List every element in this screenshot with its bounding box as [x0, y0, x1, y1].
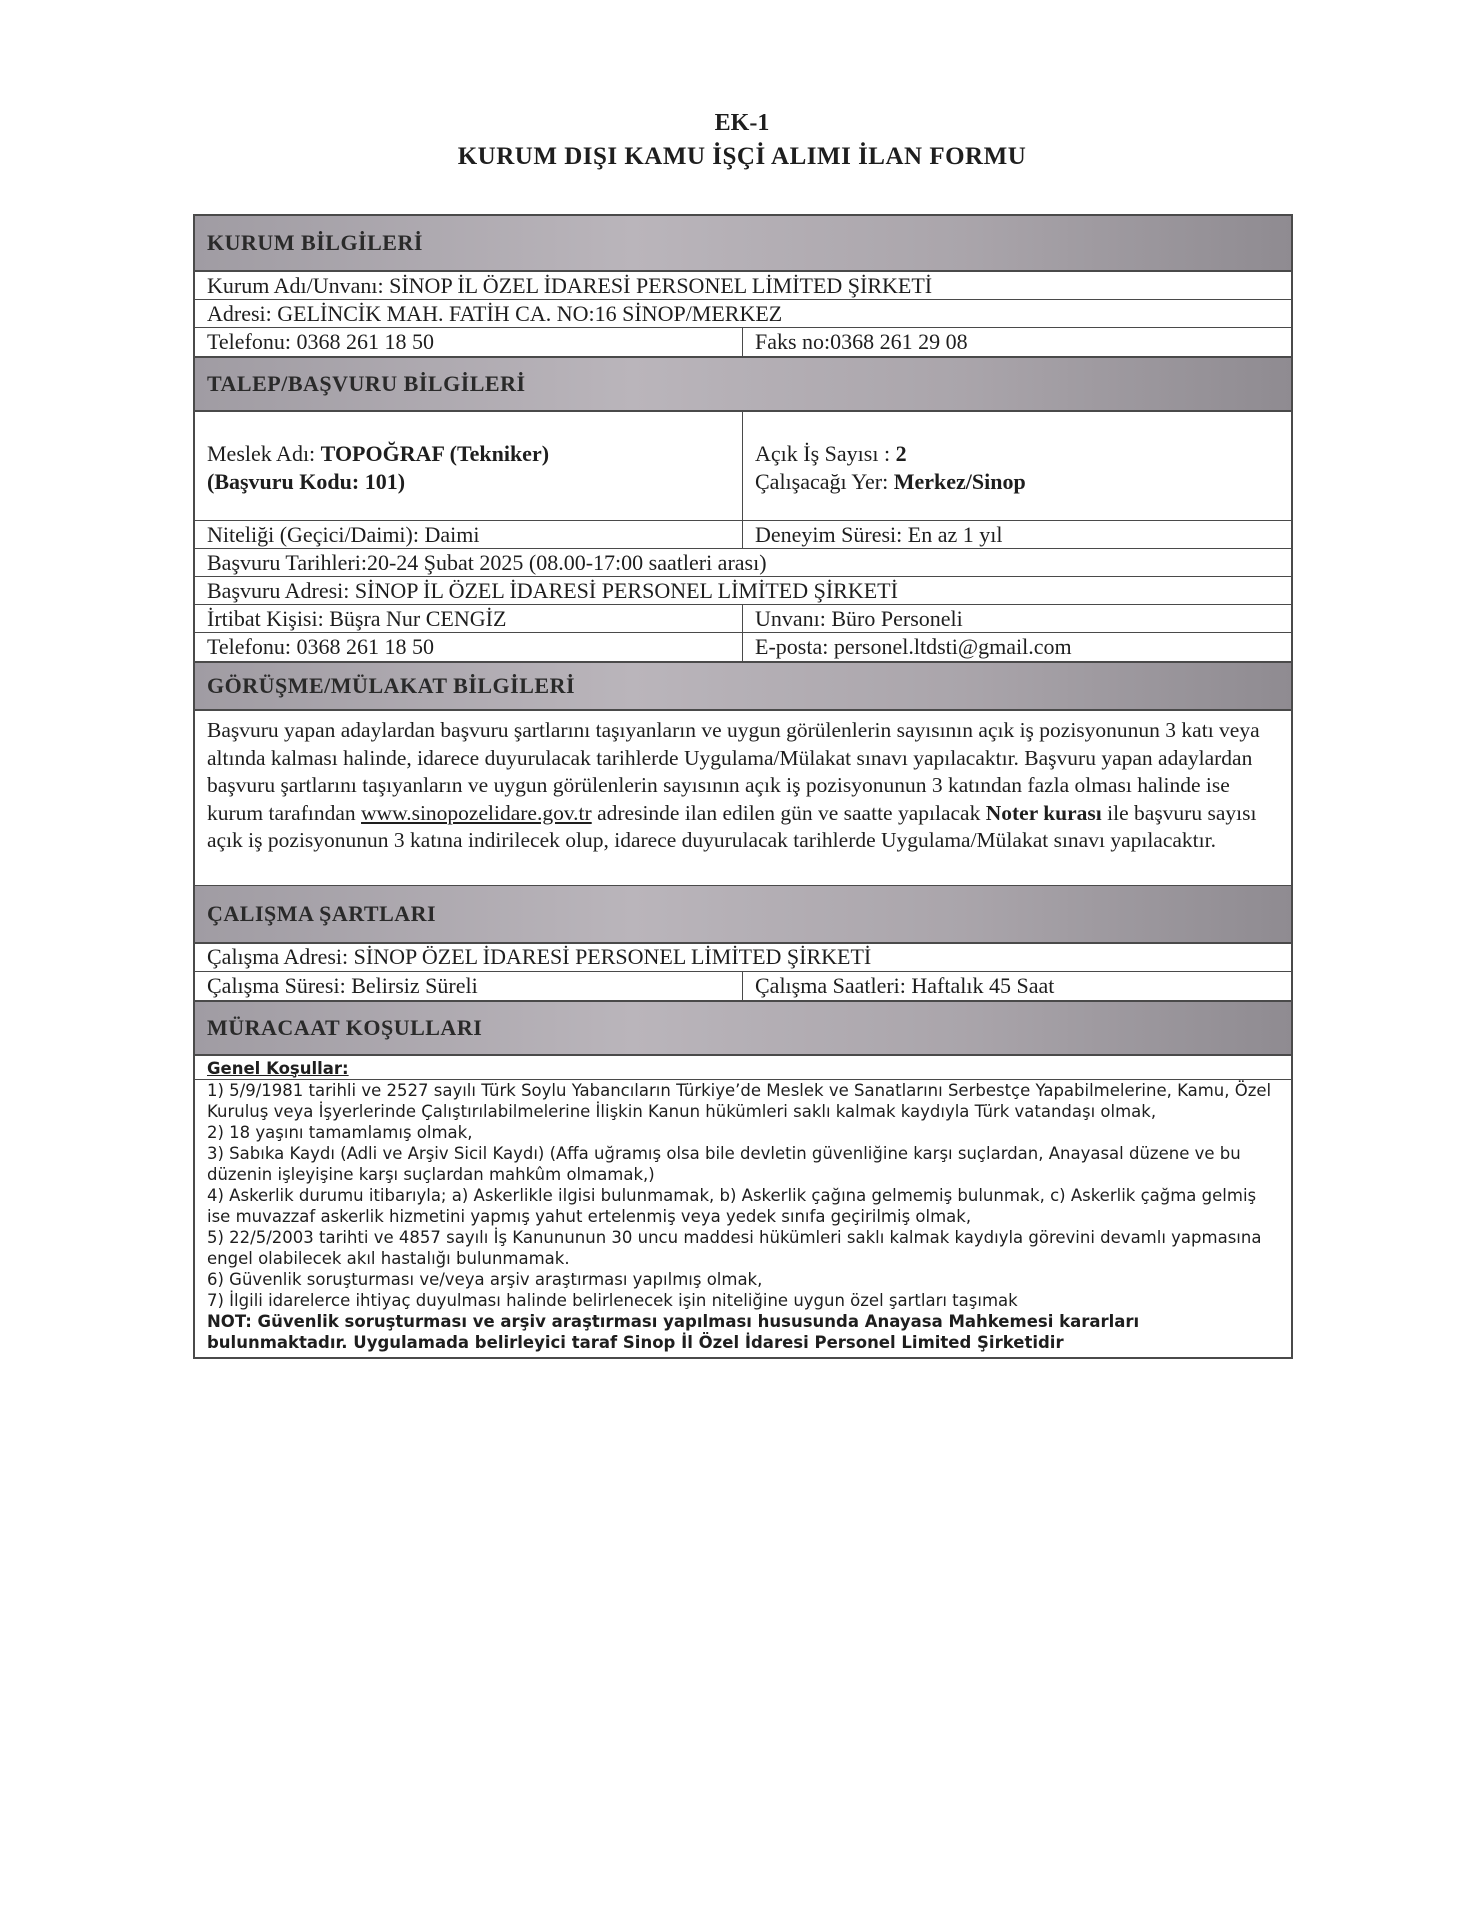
calisma-adresi: Çalışma Adresi: SİNOP ÖZEL İDARESİ PERSONEL LİMİTED ŞİRKETİ [207, 944, 872, 969]
basvuru-tarihleri: Başvuru Tarihleri:20-24 Şubat 2025 (08.00-17:00 saatleri arası) [207, 549, 767, 575]
noter-kurasi: Noter kurası [985, 800, 1102, 825]
irtibat-unvani: Unvanı: Büro Personeli [755, 605, 963, 631]
calisma-saatleri: Çalışma Saatleri: Haftalık 45 Saat [755, 972, 1055, 998]
meslek-value: TOPOĞRAF (Tekniker) [320, 441, 550, 466]
basvuru-adres-row [195, 577, 1291, 605]
gorusme-text-1: Başvuru yapan adaylardan başvuru şartlarını taşıyanların ve uygun görülenlerin sayısının açık iş pozisyonunun 3 katı veya altında kalması halinde, idarece duyurulacak tarihlerde Uygulama/Mülakat sınavı yapılacaktır. Başvuru yapan adaylardan başvuru şartlarını taşıyanların ve uygun görülenlerin sayısının açık iş pozisyonunun 3 katından fazla olması halinde ise kurum tarafından [207, 718, 1260, 825]
basvuru-adresi: Başvuru Adresi: SİNOP İL ÖZEL İDARESİ PERSONEL LİMİTED ŞİRKETİ [207, 577, 898, 603]
irtibat-row [195, 605, 1291, 633]
kurum-name-row [195, 272, 1291, 300]
document-header [0, 106, 1484, 174]
document-title: KURUM DIŞI KAMU İŞÇİ ALIMI İLAN FORMU [457, 143, 1027, 170]
calisacagi-value: Merkez/Sinop [893, 469, 1026, 494]
talep-eposta: E-posta: personel.ltdsti@gmail.com [755, 634, 1072, 659]
section-kurum-header: KURUM BİLGİLERİ [195, 216, 1291, 272]
condition-item: 3) Sabıka Kaydı (Adli ve Arşiv Sicil Kaydı) (Affa uğramış olsa bile devletin güvenliğine karşı suçlardan, Anayasal düzene ve bu düzenin işleyişine karşı suçlardan mahkûm olmamak,) [207, 1143, 1241, 1184]
gorusme-text-3: ile başvuru sayısı açık iş pozisyonunun 3 katına indirilecek olup, idarece duyurulacak tarihlerde Uygulama/Mülakat sınavı yapılacaktır. [207, 800, 1257, 852]
gorusme-text-2: adresinde ilan edilen gün ve saatte yapılacak [591, 800, 986, 825]
kurum-fax: Faks no:0368 261 29 08 [755, 329, 968, 354]
kurum-contact-row [195, 328, 1291, 356]
condition-note: NOT: Güvenlik soruşturması ve arşiv araştırması yapılması hususunda Anayasa Mahkemesi kararları bulunmaktadır. Uygulamada belirleyici taraf Sinop İl Özel İdaresi Personel Limited Şirketidir [207, 1311, 1140, 1352]
kurum-phone: Telefonu: 0368 261 18 50 [195, 328, 743, 356]
acik-is-value: 2 [895, 441, 907, 466]
condition-item: 1) 5/9/1981 tarihli ve 2527 sayılı Türk Soylu Yabancıların Türkiye’de Meslek ve Sanatlarını Serbestçe Yapabilmelerine, Kamu, Özel Kuruluş veya İşyerlerinde Çalıştırılabilmelerine İlişkin Kanun hükümleri saklı kalmak kaydıyla Türk vatandaşı olmak, [207, 1080, 1272, 1121]
calisma-adres-row [195, 944, 1291, 972]
announcement-form [193, 214, 1293, 1359]
conditions-block [195, 1056, 1291, 1357]
section-talep-header: TALEP/BAŞVURU BİLGİLERİ [195, 356, 1291, 412]
calisacagi-label: Çalışacağı Yer: [755, 469, 894, 494]
condition-item: 4) Askerlik durumu itibarıyla; a) Askerlikle ilgisi bulunmamak, b) Askerlik çağına gelmemiş bulunmak, c) Askerlik çağma gelmiş ise muvazzaf askerlik hizmetini yapmış yahut ertelenmiş veya yedek sınıfa geçirilmiş olmak, [207, 1185, 1257, 1226]
genel-kosullar-heading: Genel Koşullar: [195, 1058, 1291, 1080]
niteligi: Niteliği (Geçici/Daimi): Daimi [195, 521, 743, 548]
job-title-cell [195, 412, 743, 520]
document-code: EK-1 [714, 110, 770, 136]
section-calisma-header: ÇALIŞMA ŞARTLARI [195, 886, 1291, 944]
tarihler-row [195, 549, 1291, 577]
nitelik-row [195, 521, 1291, 549]
kurum-address-row [195, 300, 1291, 328]
job-count-cell [743, 412, 1291, 520]
job-info-row [195, 412, 1291, 521]
section-gorusme-header: GÖRÜŞME/MÜLAKAT BİLGİLERİ [195, 661, 1291, 711]
talep-contact-row [195, 633, 1291, 661]
kurum-address: Adresi: GELİNCİK MAH. FATİH CA. NO:16 SİNOP/MERKEZ [207, 300, 783, 326]
irtibat-kisisi: İrtibat Kişisi: Büşra Nur CENGİZ [195, 605, 743, 632]
condition-item: 7) İlgili idarelerce ihtiyaç duyulması halinde belirlenecek işin niteliğine uygun özel şartları taşımak [207, 1290, 1018, 1310]
condition-item: 6) Güvenlik soruşturması ve/veya arşiv araştırması yapılmış olmak, [207, 1269, 763, 1289]
gorusme-paragraph [195, 711, 1291, 886]
condition-item: 5) 22/5/2003 tarihti ve 4857 sayılı İş Kanununun 30 uncu maddesi hükümleri saklı kalmak kaydıyla görevini devamlı yapmasına engel olabilecek akıl hastalığı bulunmamak. [207, 1227, 1262, 1268]
acik-is-label: Açık İş Sayısı : [755, 441, 896, 466]
section-muracaat-header: MÜRACAAT KOŞULLARI [195, 1000, 1291, 1056]
meslek-label: Meslek Adı: [207, 441, 321, 466]
deneyim: Deneyim Süresi: En az 1 yıl [755, 521, 1003, 547]
talep-telefon: Telefonu: 0368 261 18 50 [195, 633, 743, 661]
condition-item: 2) 18 yaşını tamamlamış olmak, [207, 1122, 473, 1142]
calisma-detail-row [195, 972, 1291, 1000]
website-link[interactable]: www.sinopozelidare.gov.tr [361, 800, 592, 825]
kurum-name: Kurum Adı/Unvanı: SİNOP İL ÖZEL İDARESİ PERSONEL LİMİTED ŞİRKETİ [207, 272, 933, 298]
calisma-suresi: Çalışma Süresi: Belirsiz Süreli [195, 972, 743, 1000]
basvuru-kodu: (Başvuru Kodu: 101) [207, 469, 406, 494]
